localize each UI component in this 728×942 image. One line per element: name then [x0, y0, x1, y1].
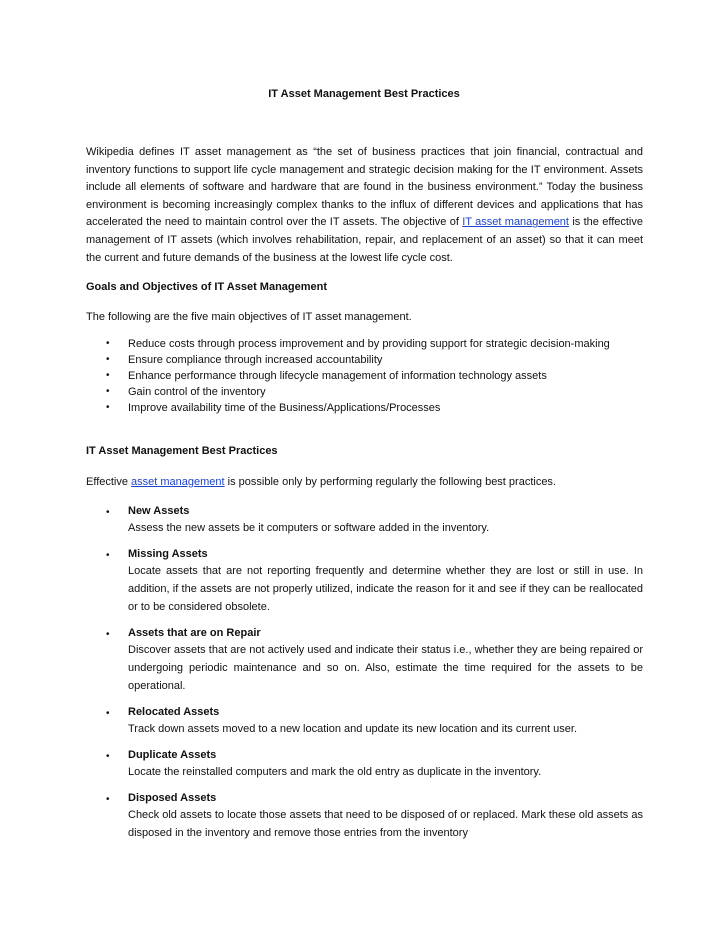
effective-text-end: is possible only by performing regularly the following best practices. [224, 475, 556, 488]
bullet-icon: • [106, 506, 110, 518]
practice-title: Missing Assets [128, 547, 208, 560]
bullet-icon: • [106, 370, 110, 382]
bullet-icon: • [106, 793, 110, 805]
bullet-icon: • [106, 549, 110, 561]
practice-title: Duplicate Assets [128, 748, 217, 761]
document-title: IT Asset Management Best Practices [268, 88, 460, 100]
bullet-icon: • [106, 338, 110, 350]
list-item [86, 400, 643, 416]
document-body [86, 144, 643, 852]
bullet-icon: • [106, 707, 110, 719]
bullet-icon: • [106, 386, 110, 398]
practice-title: New Assets [128, 504, 190, 517]
bullet-icon: • [106, 628, 110, 640]
objective-text: Ensure compliance through increased accountability [128, 354, 383, 367]
practice-item-missing-assets [86, 547, 643, 616]
asset-management-link[interactable]: asset management [131, 475, 225, 488]
bullet-icon: • [106, 750, 110, 762]
list-item [86, 352, 643, 368]
objective-text: Reduce costs through process improvement and by providing support for strategic decision-making [128, 338, 610, 351]
practice-item-duplicate-assets [86, 748, 643, 781]
practice-description: Discover assets that are not actively used and indicate their status i.e., whether they are being repaired or undergoing periodic maintenance and so on. Also, estimate the time required for the assets to be operational. [128, 643, 643, 692]
objectives-list [86, 336, 643, 416]
list-item [86, 336, 643, 352]
intro-text-start: Wikipedia defines IT asset management as “the set of business practices that join financial, contractual and inventory functions to support life cycle management and strategic decision making for the IT environment. Assets include all elements of software and hardware that are found in the business environment.” Today the business environment is becoming increasingly complex thanks to the influx of different devices and applications that has accelerated the need to maintain control over the IT assets. The objective of [86, 146, 643, 229]
practice-description: Track down assets moved to a new location and update its new location and its current user. [128, 722, 578, 735]
practice-title: Assets that are on Repair [128, 626, 261, 639]
practice-title: Relocated Assets [128, 705, 220, 718]
practice-item-assets-on-repair [86, 626, 643, 695]
practice-description: Locate assets that are not reporting frequently and determine whether they are lost or still in use. In addition, if the assets are not properly utilized, indicate the reason for it and see if they can be reallocated or to be considered obsolete. [128, 564, 643, 613]
practices-list [86, 504, 643, 842]
practice-item-relocated-assets [86, 705, 643, 738]
intro-paragraph [86, 144, 643, 267]
effective-paragraph [86, 474, 643, 492]
list-item [86, 384, 643, 400]
practices-heading: IT Asset Management Best Practices [86, 445, 278, 458]
objectives-intro: The following are the five main objectives of IT asset management. [86, 310, 412, 323]
practice-description: Assess the new assets be it computers or software added in the inventory. [128, 521, 490, 534]
practice-description: Check old assets to locate those assets that need to be disposed of or replaced. Mark these old assets as disposed in the inventory and remove those entries from the inventory [128, 808, 643, 839]
objective-text: Gain control of the inventory [128, 386, 266, 399]
practice-description: Locate the reinstalled computers and mark the old entry as duplicate in the inventory. [128, 765, 542, 778]
effective-text-start: Effective [86, 475, 132, 488]
practice-item-new-assets [86, 504, 643, 537]
bullet-icon: • [106, 354, 110, 366]
practice-title: Disposed Assets [128, 791, 217, 804]
intro-text-end: is the effective management of IT assets (which involves rehabilitation, repair, and replacement of an asset) so that it can meet the current and future demands of the business at the lowest life cycle cost. [86, 216, 643, 264]
practice-item-disposed-assets [86, 791, 643, 842]
list-item [86, 368, 643, 384]
objective-text: Improve availability time of the Business/Applications/Processes [128, 402, 441, 415]
objective-text: Enhance performance through lifecycle management of information technology assets [128, 370, 547, 383]
it-asset-management-link[interactable]: IT asset management [462, 216, 569, 229]
goals-heading: Goals and Objectives of IT Asset Management [86, 281, 328, 294]
bullet-icon: • [106, 402, 110, 414]
